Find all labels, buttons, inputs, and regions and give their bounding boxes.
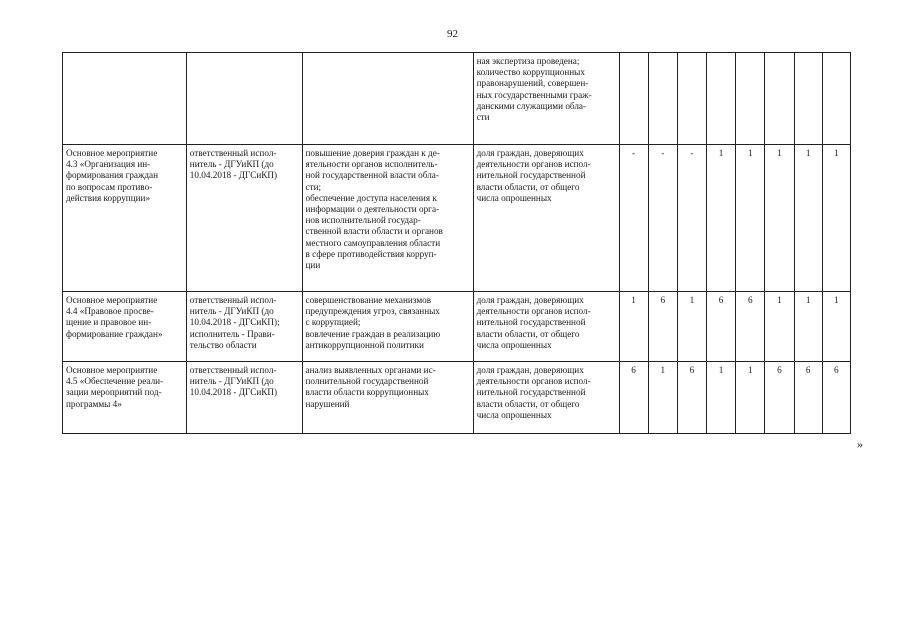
indicator-cell (473, 53, 619, 145)
value-cell: 6 (794, 362, 822, 434)
cell-text-line: нитель - ДГУиКП (до (189, 306, 274, 317)
cell-text-line: анализ выявленных органами ис- (305, 365, 436, 375)
value-cell (619, 53, 648, 145)
cell-text-line: в сфере противодействия корруп- (305, 248, 437, 259)
cell-text-line: нительной государственной (476, 387, 586, 398)
cell-text-line: ответственный испол- (189, 295, 277, 305)
cell-text-line: зации мероприятий под- (66, 387, 162, 398)
value-cell: 1 (822, 292, 850, 362)
cell-text-line: по вопросам противо- (66, 181, 153, 192)
cell-text-line: власти области, от общего (476, 398, 580, 409)
cell-text-line: 10.04.2018 - ДГСиКП) (189, 170, 278, 181)
value-cell: 1 (794, 292, 822, 362)
expected-result-cell (302, 145, 473, 292)
table-row (63, 53, 851, 145)
cell-text-line: сти (476, 112, 490, 123)
expected-result-cell (302, 53, 473, 145)
value-cell: 6 (648, 292, 677, 362)
cell-text-line: ных государственными граж- (476, 89, 592, 100)
cell-text-line: ответственный испол- (189, 365, 277, 375)
value-cell (765, 53, 794, 145)
cell-text-line: сти; (305, 181, 322, 192)
value-cell: 6 (677, 362, 706, 434)
responsible-cell (186, 145, 302, 292)
cell-text-line: местного самоуправления области (305, 237, 441, 248)
value-cell: 6 (736, 292, 765, 362)
table-row (63, 145, 851, 292)
table-row (63, 362, 851, 434)
value-cell: - (677, 145, 706, 292)
value-cell: 1 (707, 145, 736, 292)
value-cell: 1 (648, 362, 677, 434)
measures-table (62, 52, 851, 434)
cell-text-line: 4.3 «Организация ин- (66, 159, 151, 170)
closing-quote: » (857, 437, 863, 451)
value-cell (648, 53, 677, 145)
value-cell (822, 53, 850, 145)
cell-text-line: нительной государственной (476, 317, 586, 328)
value-cell: 6 (707, 292, 736, 362)
cell-text-line: власти области, от общего (476, 328, 580, 339)
cell-text-line: ной государственной власти обла- (305, 170, 439, 181)
cell-text-line: Основное мероприятие (66, 295, 158, 305)
cell-text-line: власти области коррупционных (305, 387, 429, 398)
value-cell: - (648, 145, 677, 292)
cell-text-line: числа опрошенных (476, 339, 552, 350)
cell-text-line: доля граждан, доверяющих (476, 295, 584, 305)
cell-text-line: нарушений (305, 398, 350, 409)
cell-text-line: ятельности органов исполнитель- (305, 159, 438, 170)
value-cell (677, 53, 706, 145)
responsible-cell (186, 362, 302, 434)
cell-text-line: информации о деятельности орга- (305, 204, 440, 215)
cell-text-line: Основное мероприятие (66, 148, 158, 158)
cell-text-line: формирование граждан» (66, 328, 163, 339)
indicator-cell (473, 292, 619, 362)
responsible-cell (186, 53, 302, 145)
cell-text-line: совершенствование механизмов (305, 295, 432, 305)
cell-text-line: тельство области (189, 339, 257, 350)
cell-text-line: 10.04.2018 - ДГСиКП) (189, 387, 278, 398)
cell-text-line: правонарушений, совершен- (476, 78, 589, 89)
cell-text-line: деятельности органов испол- (476, 306, 591, 317)
cell-text-line: деятельности органов испол- (476, 159, 591, 170)
cell-text-line: повышение доверия граждан к де- (305, 148, 440, 158)
expected-result-cell (302, 362, 473, 434)
indicator-cell (473, 362, 619, 434)
cell-text-line: щение и правовое ин- (66, 317, 152, 328)
cell-text-line: доля граждан, доверяющих (476, 148, 584, 158)
value-cell: 1 (736, 145, 765, 292)
table-row (63, 292, 851, 362)
cell-text-line: числа опрошенных (476, 192, 552, 203)
cell-text-line: предупреждения угроз, связанных (305, 306, 440, 317)
cell-text-line: ственной власти области и органов (305, 226, 443, 237)
value-cell (736, 53, 765, 145)
cell-text-line: антикоррупционной политики (305, 339, 424, 350)
cell-text-line: ная экспертиза проведена; (476, 56, 580, 66)
cell-text-line: полнительной государственной (305, 376, 429, 387)
cell-text-line: власти области, от общего (476, 181, 580, 192)
value-cell: 6 (619, 362, 648, 434)
cell-text-line: с коррупцией; (305, 317, 361, 328)
cell-text-line: программы 4» (66, 398, 122, 409)
cell-text-line: ции (305, 260, 321, 271)
cell-text-line: действия коррупции» (66, 192, 151, 203)
cell-text-line: количество коррупционных (476, 67, 585, 78)
cell-text-line: 4.5 «Обеспечение реали- (66, 376, 164, 387)
cell-text-line: Основное мероприятие (66, 365, 158, 375)
value-cell: 1 (765, 292, 794, 362)
cell-text-line: деятельности органов испол- (476, 376, 591, 387)
value-cell: 1 (736, 362, 765, 434)
cell-text-line: числа опрошенных (476, 409, 552, 420)
cell-text-line: 10.04.2018 - ДГСиКП); (189, 317, 280, 328)
value-cell: 1 (707, 362, 736, 434)
value-cell: 1 (619, 292, 648, 362)
expected-result-cell (302, 292, 473, 362)
cell-text-line: нитель - ДГУиКП (до (189, 159, 274, 170)
cell-text-line: нов исполнительной государ- (305, 215, 421, 226)
page-number: 92 (447, 28, 458, 40)
cell-text-line: данскими служащими обла- (476, 100, 587, 111)
cell-text-line: нитель - ДГУиКП (до (189, 376, 274, 387)
responsible-cell (186, 292, 302, 362)
value-cell: - (619, 145, 648, 292)
cell-text-line: обеспечение доступа населения к (305, 192, 437, 203)
event-cell (63, 292, 187, 362)
value-cell (707, 53, 736, 145)
value-cell: 1 (765, 145, 794, 292)
cell-text-line: ответственный испол- (189, 148, 277, 158)
value-cell: 6 (822, 362, 850, 434)
event-cell (63, 145, 187, 292)
value-cell: 6 (765, 362, 794, 434)
event-cell (63, 53, 187, 145)
value-cell (794, 53, 822, 145)
cell-text-line: вовлечение граждан в реализацию (305, 328, 441, 339)
cell-text-line: формирования граждан (66, 170, 159, 181)
value-cell: 1 (794, 145, 822, 292)
cell-text-line: исполнитель - Прави- (189, 328, 275, 339)
cell-text-line: доля граждан, доверяющих (476, 365, 584, 375)
cell-text-line: нительной государственной (476, 170, 586, 181)
indicator-cell (473, 145, 619, 292)
cell-text-line: 4.4 «Правовое просве- (66, 306, 154, 317)
event-cell (63, 362, 187, 434)
value-cell: 1 (822, 145, 850, 292)
value-cell: 1 (677, 292, 706, 362)
